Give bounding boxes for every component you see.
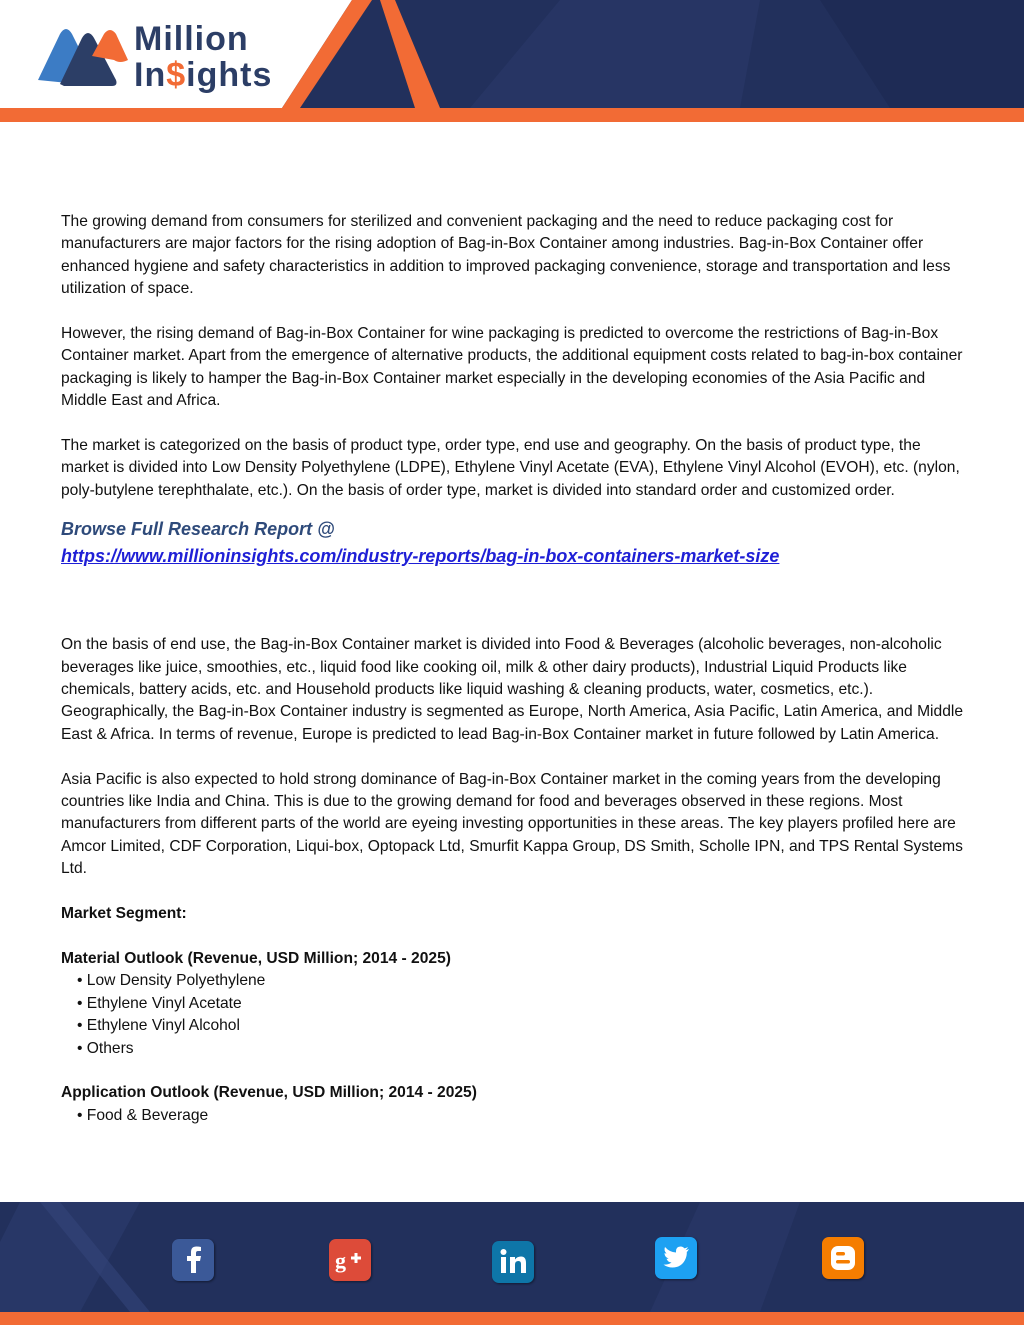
material-outlook-list (61, 970, 971, 1060)
svg-text:g: g (335, 1248, 346, 1273)
list-item: • Low Density Polyethylene (77, 970, 971, 992)
browse-report (61, 516, 971, 570)
paragraph-intro: The growing demand from consumers for sterilized and convenient packaging and the need to reduce packaging cost for manufacturers are major factors for the rising adoption of Bag-in-Box Container among industries. Bag-in-Box Container offer enhanced hygiene and safety characteristics in addition to improved packaging convenience, storage and transportation and less utilization of space. (61, 213, 951, 298)
paragraph-categories: The market is categorized on the basis of product type, order type, end use and geography. On the basis of product type, the market is divided into Low Density Polyethylene (LDPE), Ethylene Vinyl Acetate (EVA), Ethylene Vinyl Alcohol (EVOH), etc. (nylon, poly-butylene terephthalate, etc.). On the basis of order type, market is divided into standard order and customized order. (61, 437, 960, 499)
blogger-icon[interactable] (822, 1237, 864, 1279)
paragraph-asia-pacific: Asia Pacific is also expected to hold strong dominance of Bag-in-Box Container market in the coming years from the developing countries like India and China. This is due to the growing demand for food and beverages observed in these regions. Most manufacturers from different parts of the world are eyeing investing opportunities in these areas. The key players profiled here are Amcor Limited, CDF Corporation, Liqui-box, Optopack Ltd, Smurfit Kappa Group, DS Smith, Scholle IPN, and TPS Rental Systems Ltd. (61, 770, 963, 878)
paragraph-restrictions: However, the rising demand of Bag-in-Box Container for wine packaging is predicted to overcome the restrictions of Bag-in-Box Container market. Apart from the emergence of alternative products, the additional equipment costs related to bag-in-box container packaging is likely to hamper the Bag-in-Box Container market especially in the developing economies of the Asia Pacific and Middle East and Africa. (61, 325, 963, 410)
application-outlook-heading: Application Outlook (Revenue, USD Million; 2014 - 2025) (61, 1084, 477, 1102)
list-item: • Ethylene Vinyl Acetate (77, 993, 971, 1015)
brand-name (134, 22, 272, 92)
list-item: • Others (77, 1038, 971, 1060)
paragraph-end-use: On the basis of end use, the Bag-in-Box Container market is divided into Food & Beverages (alcoholic beverages, non-alcoholic beverages like juice, smoothies, etc., liquid food like cooking oil, milk & other dairy products), Industrial Liquid Products like chemicals, battery acids, etc. and Household products like liquid washing & cleaning products, water, cosmetics, etc.). Geographically, the Bag-in-Box Container industry is segmented as Europe, North America, Asia Pacific, Latin America, and Middle East & Africa. In terms of revenue, Europe is predicted to lead Bag-in-Box Container market in future followed by Latin America. (61, 636, 963, 743)
page-header (0, 0, 1024, 122)
browse-label: Browse Full Research Report @ (61, 519, 335, 540)
twitter-icon[interactable] (655, 1237, 697, 1279)
material-outlook-heading: Material Outlook (Revenue, USD Million; 2014 - 2025) (61, 949, 451, 967)
application-outlook-list (61, 1105, 971, 1127)
page-footer (0, 1202, 1024, 1325)
spacer (61, 570, 971, 634)
brand-name-line2: In$ights (134, 56, 273, 94)
linkedin-icon[interactable] (492, 1241, 534, 1283)
google-plus-icon[interactable] (329, 1239, 371, 1281)
report-link[interactable]: https://www.millioninsights.com/industry-reports/bag-in-box-containers-market-size (61, 546, 780, 567)
document-body (61, 211, 971, 1150)
brand-name-line1: Million (134, 20, 249, 58)
list-item: • Ethylene Vinyl Alcohol (77, 1015, 971, 1037)
list-item: • Food & Beverage (77, 1105, 971, 1127)
facebook-icon[interactable] (172, 1239, 214, 1281)
market-segment-heading: Market Segment: (61, 905, 187, 923)
brand-logo-icon (30, 20, 130, 90)
